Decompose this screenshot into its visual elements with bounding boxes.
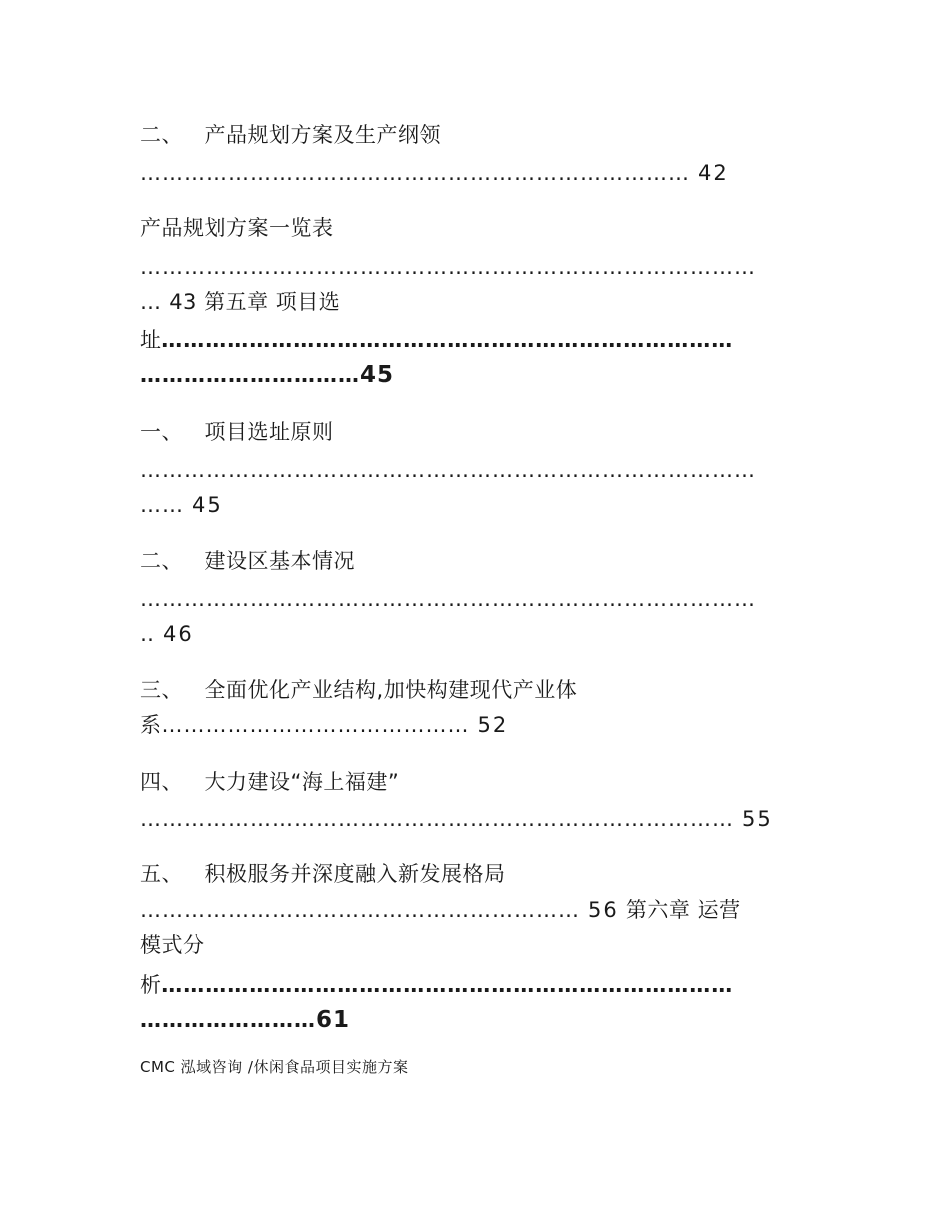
toc-leader-line[interactable]: [140, 158, 810, 188]
toc-chapter-label: 第五章 项目选: [204, 290, 341, 314]
toc-leader-line[interactable]: [140, 710, 810, 740]
toc-page-number: 43: [169, 290, 197, 314]
toc-leader-dots: ……………………: [140, 1008, 316, 1032]
toc-entry-title[interactable]: [140, 675, 810, 705]
toc-page-number: 61: [316, 1007, 351, 1033]
toc-entry-prefix: 四、: [140, 770, 183, 794]
toc-entry-title[interactable]: [140, 767, 810, 797]
toc-entry-prefix: 一、: [140, 420, 183, 444]
toc-leader-dots: ‥: [140, 622, 156, 646]
toc-entry-label: 产品规划方案及生产纲领: [204, 123, 442, 147]
toc-entry-prefix: 二、: [140, 549, 183, 573]
toc-entry-label: 全面优化产业结构,加快构建现代产业体: [204, 678, 578, 702]
toc-entry-title[interactable]: [140, 546, 810, 576]
toc-chapter-line[interactable]: [140, 325, 810, 355]
toc-entry-label: 项目选址原则: [204, 420, 334, 444]
toc-chapter-label-mid: 模式分: [140, 933, 205, 957]
toc-entry-label: 建设区基本情况: [204, 549, 356, 573]
toc-leader-line[interactable]: [140, 804, 810, 834]
toc-chapter-label: 第六章 运营: [625, 898, 741, 922]
toc-leader-dots: ……………………………………: [161, 713, 470, 737]
toc-entry-title[interactable]: [140, 417, 810, 447]
toc-entry-title[interactable]: [140, 859, 810, 889]
toc-leader-dots: ……………………………………………………………………: [161, 973, 734, 997]
toc-leader-dots: ……………………………………………………: [140, 898, 580, 922]
toc-leader-line: [140, 455, 810, 485]
toc-chapter-label-tail: 析: [140, 973, 162, 997]
toc-chapter-label-tail: 址: [140, 328, 162, 352]
toc-leader-line[interactable]: [140, 490, 810, 520]
toc-leader-line[interactable]: [140, 619, 810, 649]
toc-page-number: 52: [477, 713, 509, 737]
toc-entry-label: 产品规划方案一览表: [140, 216, 334, 240]
toc-chapter-line[interactable]: [140, 930, 810, 960]
toc-leader-dots: ………………………………………………………………………: [140, 807, 734, 831]
toc-chapter-line[interactable]: [140, 360, 810, 390]
toc-page-number: 56: [588, 898, 619, 922]
toc-leader-dots: …………………………: [140, 363, 360, 387]
toc-page-number: 42: [698, 161, 729, 185]
toc-leader-dots: …………………………………………………………………………: [140, 255, 756, 279]
toc-leader-dots: ……………………………………………………………………: [161, 328, 734, 352]
toc-leader-dots: …………………………………………………………………………: [140, 587, 756, 611]
page-footer: CMC 泓域咨询 /休闲食品项目实施方案: [140, 1058, 409, 1076]
toc-leader-line: [140, 252, 810, 282]
toc-leader-dots: …………………………………………………………………: [140, 161, 690, 185]
toc-entry-prefix: 三、: [140, 678, 183, 702]
toc-entry-title[interactable]: [140, 213, 810, 243]
toc-entry-prefix: 二、: [140, 123, 183, 147]
toc-entry-label-tail: 系: [140, 713, 162, 737]
toc-entry-title[interactable]: [140, 120, 810, 150]
toc-leader-line: [140, 584, 810, 614]
toc-leader-dots: ……: [140, 493, 184, 517]
toc-entry-label: 积极服务并深度融入新发展格局: [204, 862, 506, 886]
toc-leader-dots: …………………………………………………………………………: [140, 458, 756, 482]
toc-page-number: 46: [163, 622, 194, 646]
toc-leader-line[interactable]: [140, 895, 810, 925]
toc-entry-label: 大力建设“海上福建”: [204, 770, 400, 794]
toc-page-number: 55: [742, 807, 773, 831]
toc-chapter-line[interactable]: [140, 970, 810, 1000]
toc-page-number: 45: [192, 493, 223, 517]
toc-entry-prefix: 五、: [140, 862, 183, 886]
toc-leader-dots: …: [140, 290, 162, 314]
toc-leader-line[interactable]: [140, 287, 810, 317]
toc-page-number: 45: [360, 362, 395, 388]
toc-chapter-line[interactable]: [140, 1005, 810, 1035]
